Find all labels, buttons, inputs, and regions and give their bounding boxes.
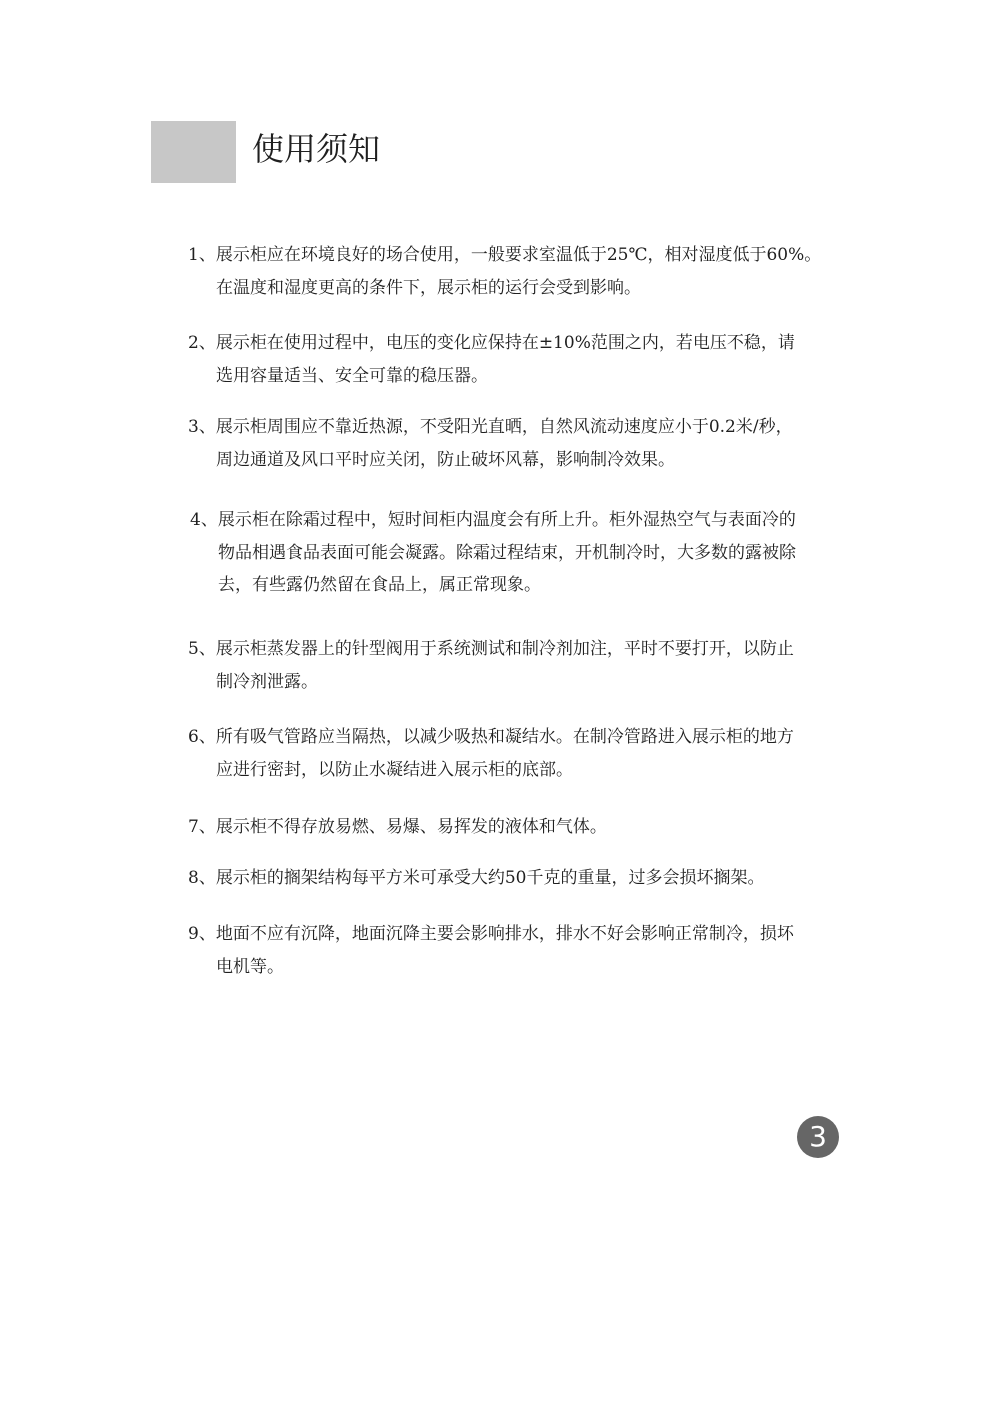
notice-line: 6、所有吸气管路应当隔热，以减少吸热和凝结水。在制冷管路进入展示柜的地方 — [188, 727, 794, 747]
page-number-badge: 3 — [797, 1116, 839, 1158]
notice-line: 去，有些露仍然留在食品上，属正常现象。 — [218, 575, 541, 595]
notice-line: 1、展示柜应在环境良好的场合使用，一般要求室温低于25℃，相对湿度低于60%。 — [188, 245, 822, 265]
notice-item-8 — [188, 862, 838, 895]
notice-item-3 — [188, 411, 838, 476]
notice-line: 4、展示柜在除霜过程中，短时间柜内温度会有所上升。柜外湿热空气与表面冷的 — [190, 510, 796, 530]
notice-line: 3、展示柜周围应不靠近热源，不受阳光直晒，自然风流动速度应小于0.2米/秒， — [188, 417, 793, 437]
notice-line: 应进行密封，以防止水凝结进入展示柜的底部。 — [216, 759, 573, 780]
notice-line: 选用容量适当、安全可靠的稳压器。 — [216, 365, 488, 386]
notice-line: 制冷剂泄露。 — [216, 671, 318, 692]
notice-item-7 — [188, 811, 838, 844]
notice-item-5 — [188, 633, 838, 698]
notice-line: 电机等。 — [216, 956, 284, 977]
notice-item-4 — [190, 504, 840, 602]
notice-item-9 — [188, 918, 838, 983]
page-title: 使用须知 — [252, 130, 381, 168]
notice-line: 周边通道及风口平时应关闭，防止破坏风幕，影响制冷效果。 — [216, 449, 675, 470]
notice-line: 7、展示柜不得存放易燃、易爆、易挥发的液体和气体。 — [188, 817, 607, 837]
notice-item-2 — [188, 327, 838, 392]
notice-line: 2、展示柜在使用过程中，电压的变化应保持在±10%范围之内，若电压不稳，请 — [188, 333, 795, 353]
title-accent-block — [151, 121, 236, 183]
notice-line: 9、地面不应有沉降，地面沉降主要会影响排水，排水不好会影响正常制冷，损坏 — [188, 924, 794, 944]
notice-line: 物品相遇食品表面可能会凝露。除霜过程结束，开机制冷时，大多数的露被除 — [218, 542, 796, 563]
notice-item-6 — [188, 721, 838, 786]
notice-item-1 — [188, 239, 838, 304]
notice-line: 8、展示柜的搁架结构每平方米可承受大约50千克的重量，过多会损坏搁架。 — [188, 868, 765, 888]
notice-line: 在温度和湿度更高的条件下，展示柜的运行会受到影响。 — [216, 277, 641, 298]
notice-line: 5、展示柜蒸发器上的针型阀用于系统测试和制冷剂加注，平时不要打开，以防止 — [188, 639, 794, 659]
